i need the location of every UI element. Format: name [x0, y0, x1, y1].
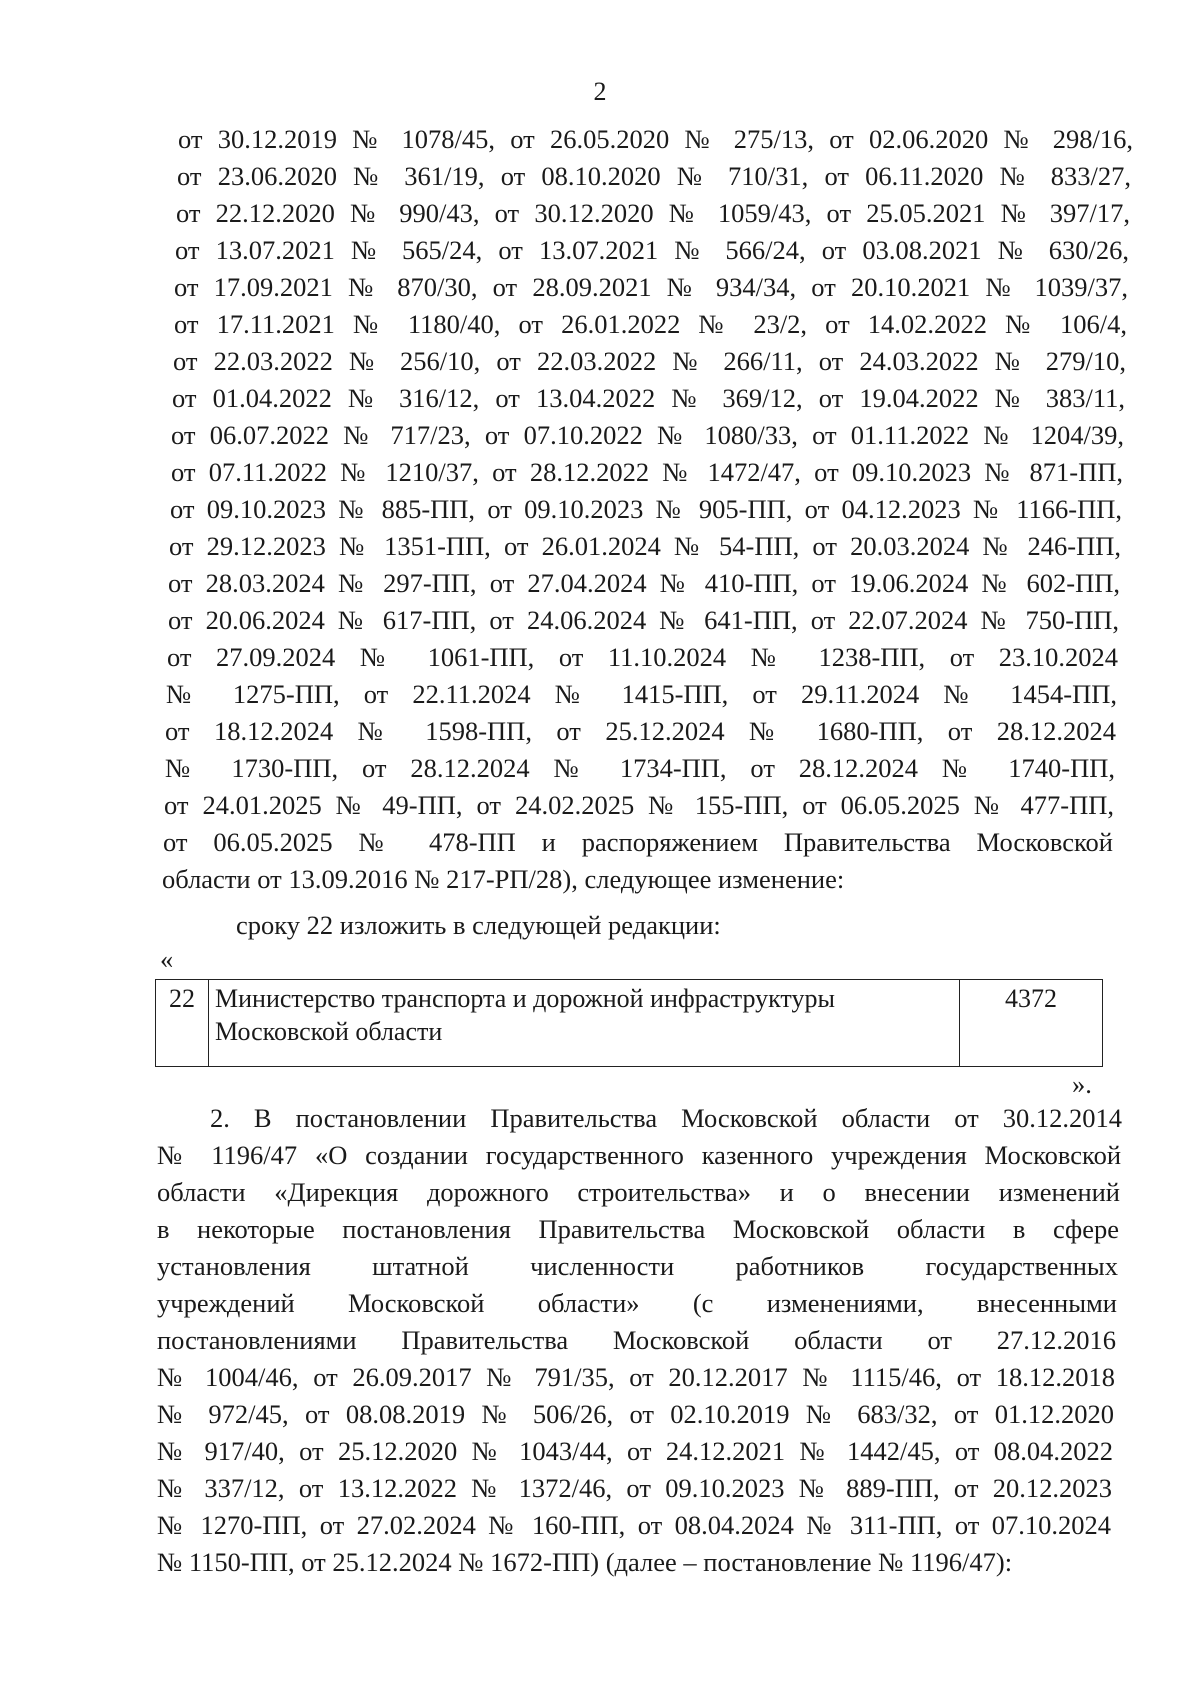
text-line: от 18.12.2024 № 1598-ПП, от 25.12.2024 № 1680-ПП, от 28.12.2024 — [165, 716, 1116, 746]
text-line: от 20.06.2024 № 617-ПП, от 24.06.2024 № 641-ПП, от 22.07.2024 № 750-ПП, — [168, 605, 1119, 635]
closing-quote: ». — [1072, 1069, 1092, 1099]
text-line: от 29.12.2023 № 1351-ПП, от 26.01.2024 № 54-ПП, от 20.03.2024 № 246-ПП, — [169, 531, 1121, 561]
text-line: области от 13.09.2016 № 217-РП/28), следующее изменение: — [162, 864, 845, 894]
text-line: учреждений Московской области» (с изменениями, внесенными — [157, 1288, 1117, 1318]
text-line: № 1196/47 «О создании государственного казенного учреждения Московской — [157, 1140, 1121, 1170]
text-line: от 22.03.2022 № 256/10, от 22.03.2022 № 266/11, от 24.03.2022 № 279/10, — [173, 346, 1126, 376]
agency-name-line-2: Московской области — [215, 1017, 443, 1046]
row-number-cell: 22 — [156, 980, 209, 1067]
text-line: от 07.11.2022 № 1210/37, от 28.12.2022 № 1472/47, от 09.10.2023 № 871-ПП, — [171, 457, 1123, 487]
text-line: области «Дирекция дорожного строительства» и о внесении изменений — [157, 1177, 1120, 1207]
text-line: постановлениями Правительства Московской области от 27.12.2016 — [157, 1325, 1116, 1355]
instruction-line: сроку 22 изложить в следующей редакции: — [236, 910, 721, 940]
agency-name-cell — [209, 980, 960, 1067]
text-line: 2. В постановлении Правительства Московской области от 30.12.2014 — [210, 1103, 1122, 1133]
text-line: № 1730-ПП, от 28.12.2024 № 1734-ПП, от 28.12.2024 № 1740-ПП, — [165, 753, 1115, 783]
text-line: от 28.03.2024 № 297-ПП, от 27.04.2024 № 410-ПП, от 19.06.2024 № 602-ПП, — [168, 568, 1120, 598]
agency-name-line-1: Министерство транспорта и дорожной инфраструктуры — [215, 984, 835, 1013]
text-line: № 1004/46, от 26.09.2017 № 791/35, от 20.12.2017 № 1115/46, от 18.12.2018 — [157, 1362, 1115, 1392]
text-line: № 917/40, от 25.12.2020 № 1043/44, от 24.12.2021 № 1442/45, от 08.04.2022 — [157, 1436, 1113, 1466]
staff-count-cell: 4372 — [960, 980, 1103, 1067]
text-line: установления штатной численности работников государственных — [157, 1251, 1118, 1281]
text-line: от 06.07.2022 № 717/23, от 07.10.2022 № 1080/33, от 01.11.2022 № 1204/39, — [171, 420, 1124, 450]
text-line: в некоторые постановления Правительства Московской области в сфере — [157, 1214, 1119, 1244]
text-line: от 17.09.2021 № 870/30, от 28.09.2021 № 934/34, от 20.10.2021 № 1039/37, — [174, 272, 1128, 302]
opening-quote: « — [160, 944, 174, 974]
text-line: от 22.12.2020 № 990/43, от 30.12.2020 № 1059/43, от 25.05.2021 № 397/17, — [176, 198, 1130, 228]
table-row — [156, 980, 1103, 1067]
text-line: № 1275-ПП, от 22.11.2024 № 1415-ПП, от 29.11.2024 № 1454-ПП, — [166, 679, 1117, 709]
text-line: № 337/12, от 13.12.2022 № 1372/46, от 09.10.2023 № 889-ПП, от 20.12.2023 — [157, 1473, 1112, 1503]
text-line: № 1150-ПП, от 25.12.2024 № 1672-ПП) (далее – постановление № 1196/47): — [157, 1547, 1013, 1577]
staff-count-table — [155, 979, 1103, 1067]
text-line: № 1270-ПП, от 27.02.2024 № 160-ПП, от 08.04.2024 № 311-ПП, от 07.10.2024 — [157, 1510, 1111, 1540]
text-line: от 06.05.2025 № 478-ПП и распоряжением Правительства Московской — [163, 827, 1113, 857]
text-line: от 13.07.2021 № 565/24, от 13.07.2021 № 566/24, от 03.08.2021 № 630/26, — [175, 235, 1129, 265]
page-number: 2 — [593, 77, 607, 106]
text-line: от 23.06.2020 № 361/19, от 08.10.2020 № 710/31, от 06.11.2020 № 833/27, — [177, 161, 1131, 191]
text-line: от 01.04.2022 № 316/12, от 13.04.2022 № 369/12, от 19.04.2022 № 383/11, — [172, 383, 1125, 413]
text-line: от 27.09.2024 № 1061-ПП, от 11.10.2024 № 1238-ПП, от 23.10.2024 — [167, 642, 1118, 672]
text-line: от 30.12.2019 № 1078/45, от 26.05.2020 № 275/13, от 02.06.2020 № 298/16, — [178, 124, 1133, 154]
text-line: от 09.10.2023 № 885-ПП, от 09.10.2023 № 905-ПП, от 04.12.2023 № 1166-ПП, — [170, 494, 1122, 524]
text-line: № 972/45, от 08.08.2019 № 506/26, от 02.10.2019 № 683/32, от 01.12.2020 — [157, 1399, 1114, 1429]
text-line: от 17.11.2021 № 1180/40, от 26.01.2022 № 23/2, от 14.02.2022 № 106/4, — [174, 309, 1127, 339]
text-line: от 24.01.2025 № 49-ПП, от 24.02.2025 № 155-ПП, от 06.05.2025 № 477-ПП, — [164, 790, 1114, 820]
